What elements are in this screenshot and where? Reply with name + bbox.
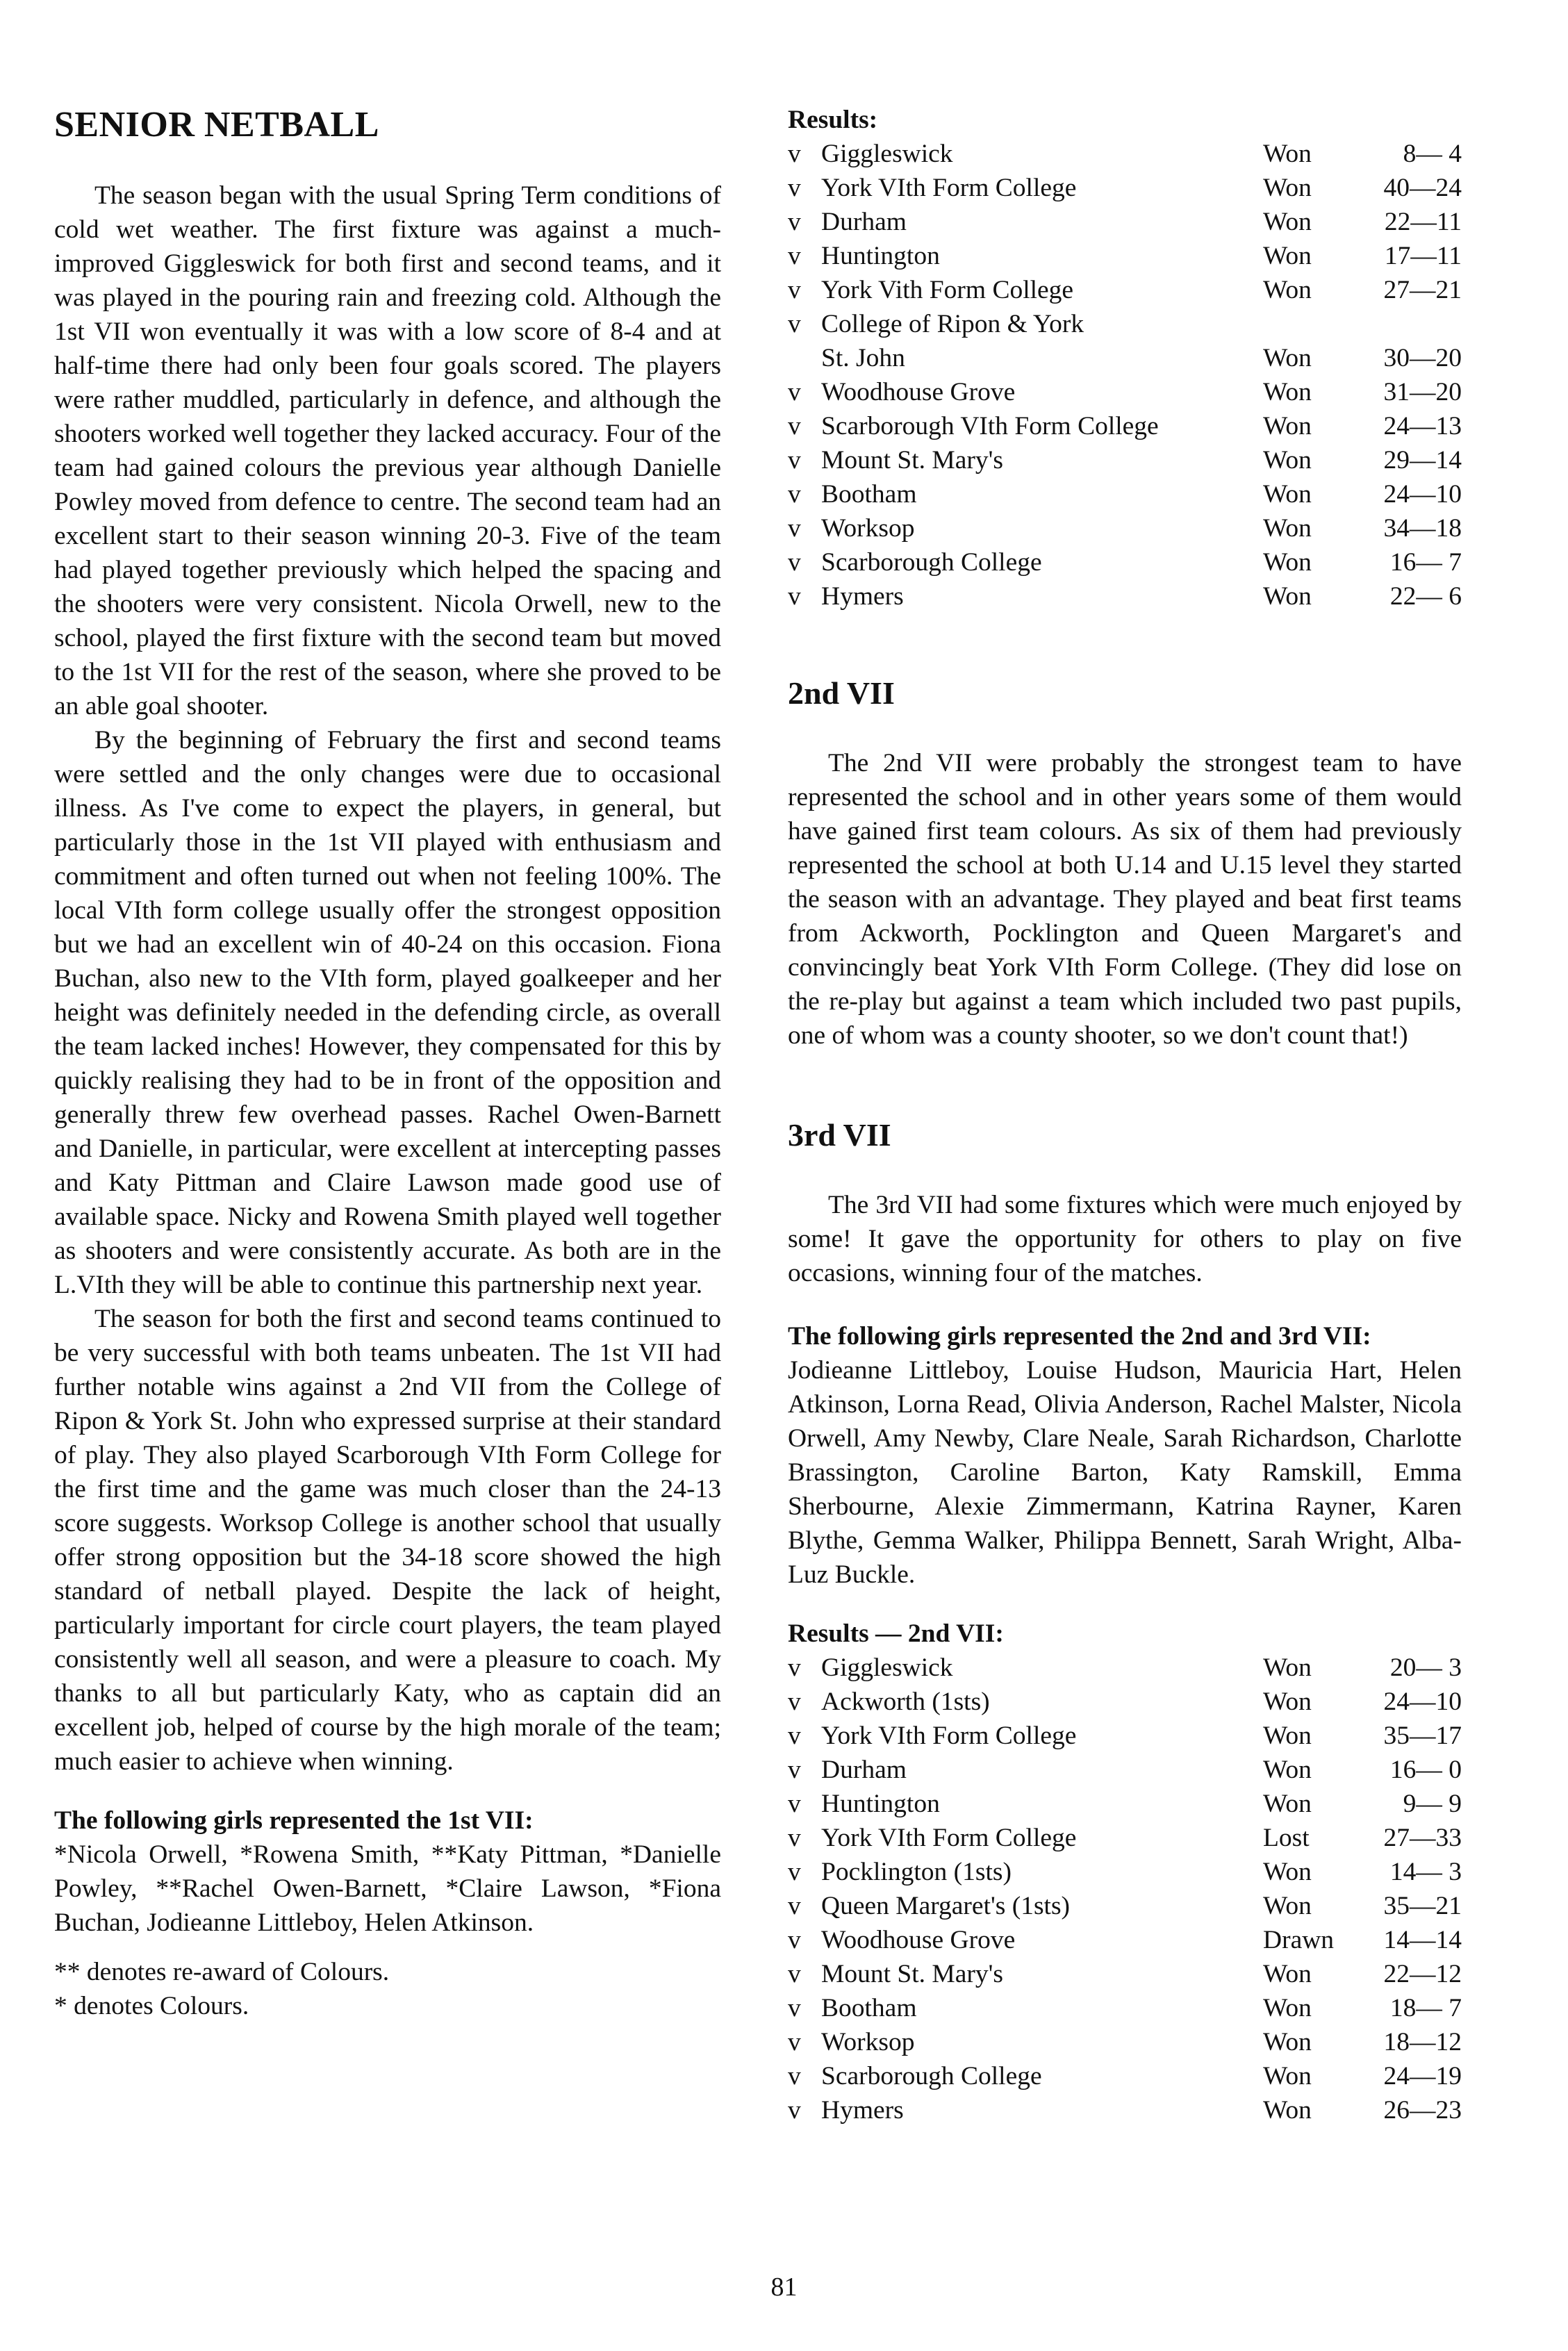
result-opponent: Woodhouse Grove [821, 378, 1016, 406]
result-row [788, 511, 1462, 545]
second-team-results-table [788, 1651, 1462, 2127]
result-row [788, 545, 1462, 579]
result-score: 24—10 [1383, 1688, 1462, 1716]
result-row [788, 1753, 1462, 1787]
results-heading: Results: [788, 106, 878, 134]
result-score: 22—11 [1384, 208, 1462, 236]
result-outcome: Won [1263, 548, 1312, 577]
result-score: 31—20 [1383, 378, 1462, 406]
result-opponent: York VIth Form College [821, 174, 1077, 202]
result-row [788, 375, 1462, 409]
page-number: 81 [770, 2272, 798, 2302]
result-v: v [788, 2062, 801, 2090]
result-v: v [788, 1653, 801, 1682]
result-score: 18— 7 [1389, 1994, 1462, 2022]
result-v: v [788, 1926, 801, 1954]
result-opponent: Bootham [821, 480, 917, 509]
result-score: 20— 3 [1389, 1653, 1462, 1682]
result-score: 8— 4 [1403, 140, 1462, 168]
result-opponent: Huntington [821, 1790, 940, 1818]
result-row [788, 1719, 1462, 1753]
result-opponent: Woodhouse Grove [821, 1926, 1016, 1954]
first-team-names: *Nicola Orwell, *Rowena Smith, **Katy Pittman, *Danielle Powley, **Rachel Owen-Barnett, *Claire Lawson, *Fiona Buchan, Jodieanne Littleboy, Helen Atkinson. [54, 1840, 721, 1937]
first-team-results-table [788, 137, 1462, 613]
result-opponent: Ackworth (1sts) [821, 1688, 990, 1716]
result-outcome: Won [1263, 208, 1312, 236]
result-v: v [788, 378, 801, 406]
result-v: v [788, 242, 801, 270]
result-score: 26—23 [1383, 2096, 1462, 2125]
result-opponent: Worksop [821, 2028, 915, 2056]
result-row [788, 2025, 1462, 2059]
result-outcome: Won [1263, 344, 1312, 372]
result-outcome: Won [1263, 1892, 1312, 1920]
result-opponent: Pocklington (1sts) [821, 1858, 1012, 1886]
senior-paragraph-2: By the beginning of February the first and second teams were settled and the only changes were due to occasional illness. As I've come to expect the players, in general, but particularly those in the 1st VII played with enthusiasm and commitment and often turned out when not feeling 100%. The local VIth form college usually offer the strongest opposition but we had an excellent win of 40-24 on this occasion. Fiona Buchan, also new to the VIth form, played goalkeeper and her height was definitely needed in the defending circle, as overall the team lacked inches! However, they compensated for this by quickly realising they had to be in front of the opposition and generally threw few overhead passes. Rachel Owen-Barnett and Danielle, in particular, were excellent at intercepting passes and Katy Pittman and Claire Lawson made good use of available space. Nicky and Rowena Smith played well together as shooters and were consistently accurate. As both are in the L.VIth they will be able to continue this partnership next year. [54, 726, 721, 1299]
result-outcome: Won [1263, 1994, 1312, 2022]
result-opponent: Huntington [821, 242, 940, 270]
result-row [788, 273, 1462, 307]
result-outcome [1263, 307, 1367, 341]
result-opponent: Scarborough College [821, 548, 1042, 577]
result-opponent: Durham [821, 208, 907, 236]
result-v: v [788, 1790, 801, 1818]
result-row [788, 1651, 1462, 1685]
result-outcome: Won [1263, 174, 1312, 202]
result-opponent: Giggleswick [821, 1653, 953, 1682]
left-column [54, 104, 721, 2023]
result-score: 22— 6 [1389, 582, 1462, 611]
result-score: 29—14 [1383, 446, 1462, 475]
result-row [788, 1957, 1462, 1991]
result-outcome: Won [1263, 446, 1312, 475]
result-row [788, 1787, 1462, 1821]
result-outcome: Won [1263, 2096, 1312, 2125]
result-score: 30—20 [1383, 344, 1462, 372]
third-team-paragraph: The 3rd VII had some fixtures which were much enjoyed by some! It gave the opportunity for others to play on five occasions, winning four of the matches. [788, 1191, 1462, 1287]
result-score: 18—12 [1383, 2028, 1462, 2056]
result-row [788, 579, 1462, 613]
result-score: 35—21 [1383, 1892, 1462, 1920]
result-outcome: Won [1263, 1858, 1312, 1886]
result-opponent: College of Ripon & York [821, 310, 1084, 338]
result-score: 24—10 [1383, 480, 1462, 509]
result-v: v [788, 2028, 801, 2056]
result-opponent: Scarborough VIth Form College [821, 412, 1159, 440]
result-v: v [788, 548, 801, 577]
result-score: 27—33 [1383, 1824, 1462, 1852]
result-v: v [788, 1892, 801, 1920]
result-v: v [788, 1688, 801, 1716]
second-third-names: Jodieanne Littleboy, Louise Hudson, Mauricia Hart, Helen Atkinson, Lorna Read, Olivia Anderson, Rachel Malster, Nicola Orwell, Amy Newby, Clare Neale, Sarah Richardson, Charlotte Brassington, Caroline Barton, Katy Ramskill, Emma Sherbourne, Alexie Zimmermann, Katrina Rayner, Karen Blythe, Gemma Walker, Philippa Bennett, Sarah Wright, Alba-Luz Buckle. [788, 1356, 1462, 1589]
result-outcome: Lost [1263, 1824, 1310, 1852]
result-v: v [788, 140, 801, 168]
result-opponent: Queen Margaret's (1sts) [821, 1892, 1071, 1920]
result-outcome: Won [1263, 1756, 1312, 1784]
result-opponent: Durham [821, 1756, 907, 1784]
senior-paragraph-1: The season began with the usual Spring Term conditions of cold wet weather. The first fixture was against a much-improved Giggleswick for both first and second teams, and it was played in the pouring rain and freezing cold. Although the 1st VII won eventually it was with a low score of 8-4 and at half-time there had only been four goals scored. The players were rather muddled, particularly in defence, and although the shooters worked well together they lacked accuracy. Four of the team had gained colours the previous year although Danielle Powley moved from defence to centre. The second team had an excellent start to their season winning 20-3. Five of the team had played together previously which helped the spacing and the shooters were very consistent. Nicola Orwell, new to the school, played the first fixture with the second team but moved to the 1st VII for the rest of the season, where she proved to be an able goal shooter. [54, 181, 721, 720]
result-outcome: Won [1263, 1960, 1312, 1988]
result-opponent: Bootham [821, 1994, 917, 2022]
result-row [788, 1855, 1462, 1889]
result-opponent: York VIth Form College [821, 1722, 1077, 1750]
result-row [788, 1991, 1462, 2025]
second-team-results-heading: Results — 2nd VII: [788, 1619, 1004, 1648]
result-row [788, 239, 1462, 273]
result-opponent: Mount St. Mary's [821, 1960, 1003, 1988]
result-opponent: York Vith Form College [821, 276, 1074, 304]
result-opponent: Hymers [821, 582, 904, 611]
result-v: v [788, 1858, 801, 1886]
result-score: 9— 9 [1403, 1790, 1462, 1818]
result-opponent: Hymers [821, 2096, 904, 2125]
result-opponent: St. John [821, 344, 905, 372]
result-row [788, 477, 1462, 511]
result-row [788, 1889, 1462, 1923]
result-outcome: Won [1263, 378, 1312, 406]
result-score: 17—11 [1384, 242, 1462, 270]
result-v: v [788, 1994, 801, 2022]
result-outcome: Won [1263, 1790, 1312, 1818]
result-v: v [788, 1960, 801, 1988]
result-v: v [788, 1722, 801, 1750]
result-row [788, 341, 1462, 375]
result-outcome: Won [1263, 140, 1312, 168]
result-score: 16— 7 [1389, 548, 1462, 577]
page-title: SENIOR NETBALL [54, 105, 379, 145]
result-v: v [788, 2096, 801, 2125]
result-outcome: Drawn [1263, 1926, 1335, 1954]
result-outcome: Won [1263, 1722, 1312, 1750]
result-score: 27—21 [1383, 276, 1462, 304]
result-v: v [788, 582, 801, 611]
second-third-represented-heading: The following girls represented the 2nd and 3rd VII: [788, 1322, 1371, 1351]
result-row [788, 171, 1462, 205]
result-row [788, 307, 1462, 341]
result-score: 14— 3 [1389, 1858, 1462, 1886]
result-outcome: Won [1263, 2062, 1312, 2090]
result-score: 40—24 [1383, 174, 1462, 202]
result-v: v [788, 412, 801, 440]
result-v: v [788, 446, 801, 475]
result-score: 34—18 [1383, 514, 1462, 543]
result-score: 22—12 [1383, 1960, 1462, 1988]
senior-paragraph-3: The season for both the first and second teams continued to be very successful with both teams unbeaten. The 1st VII had further notable wins against a 2nd VII from the College of Ripon & York St. John who expressed surprise at their standard of play. They also played Scarborough VIth Form College for the first time and the game was much closer than the 24-13 score suggests. Worksop College is another school that usually offer strong opposition but the 34-18 score showed the high standard of netball played. Despite the lack of height, particularly important for circle court players, the team played consistently well all season, and were a pleasure to coach. My thanks to all but particularly Katy, who as captain did an excellent job, helped of course by the high morale of the team; much easier to achieve when winning. [54, 1305, 721, 1776]
result-score: 14—14 [1383, 1926, 1462, 1954]
third-team-heading: 3rd VII [788, 1117, 891, 1153]
result-row [788, 2093, 1462, 2127]
result-v: v [788, 208, 801, 236]
result-v: v [788, 1756, 801, 1784]
result-v [788, 341, 821, 375]
right-column [788, 103, 1462, 2127]
result-row [788, 137, 1462, 171]
result-opponent: Worksop [821, 514, 915, 543]
result-v: v [788, 514, 801, 543]
result-score: 16— 0 [1389, 1756, 1462, 1784]
second-team-heading: 2nd VII [788, 675, 895, 711]
result-outcome: Won [1263, 412, 1312, 440]
result-outcome: Won [1263, 514, 1312, 543]
result-outcome: Won [1263, 242, 1312, 270]
colours-note: * denotes Colours. [54, 1992, 249, 2020]
result-row [788, 443, 1462, 477]
result-v: v [788, 480, 801, 509]
first-team-represented-heading: The following girls represented the 1st VII: [54, 1806, 534, 1835]
result-score: 24—13 [1383, 412, 1462, 440]
result-row [788, 1923, 1462, 1957]
result-score: 24—19 [1383, 2062, 1462, 2090]
result-v: v [788, 276, 801, 304]
result-opponent: Giggleswick [821, 140, 953, 168]
result-outcome: Won [1263, 582, 1312, 611]
result-opponent: York VIth Form College [821, 1824, 1077, 1852]
result-outcome: Won [1263, 276, 1312, 304]
result-v: v [788, 1824, 801, 1852]
result-opponent: Mount St. Mary's [821, 446, 1003, 475]
reaward-note: ** denotes re-award of Colours. [54, 1958, 390, 1986]
result-outcome: Won [1263, 1653, 1312, 1682]
result-outcome: Won [1263, 1688, 1312, 1716]
result-score: 35—17 [1383, 1722, 1462, 1750]
result-opponent: Scarborough College [821, 2062, 1042, 2090]
result-row [788, 1821, 1462, 1855]
result-row [788, 1685, 1462, 1719]
second-team-paragraph: The 2nd VII were probably the strongest team to have represented the school and in other years some of them would have gained first team colours. As six of them had previously represented the school at both U.14 and U.15 level they started the season with an advantage. They played and beat first teams from Ackworth, Pocklington and Queen Margaret's and convincingly beat York VIth Form College. (They did lose on the re-play but against a team which included two past pupils, one of whom was a county shooter, so we don't count that!) [788, 749, 1462, 1050]
result-outcome: Won [1263, 2028, 1312, 2056]
result-row [788, 409, 1462, 443]
result-row [788, 205, 1462, 239]
result-outcome: Won [1263, 480, 1312, 509]
result-v: v [788, 310, 801, 338]
result-score [1367, 307, 1462, 341]
result-v: v [788, 174, 801, 202]
result-row [788, 2059, 1462, 2093]
